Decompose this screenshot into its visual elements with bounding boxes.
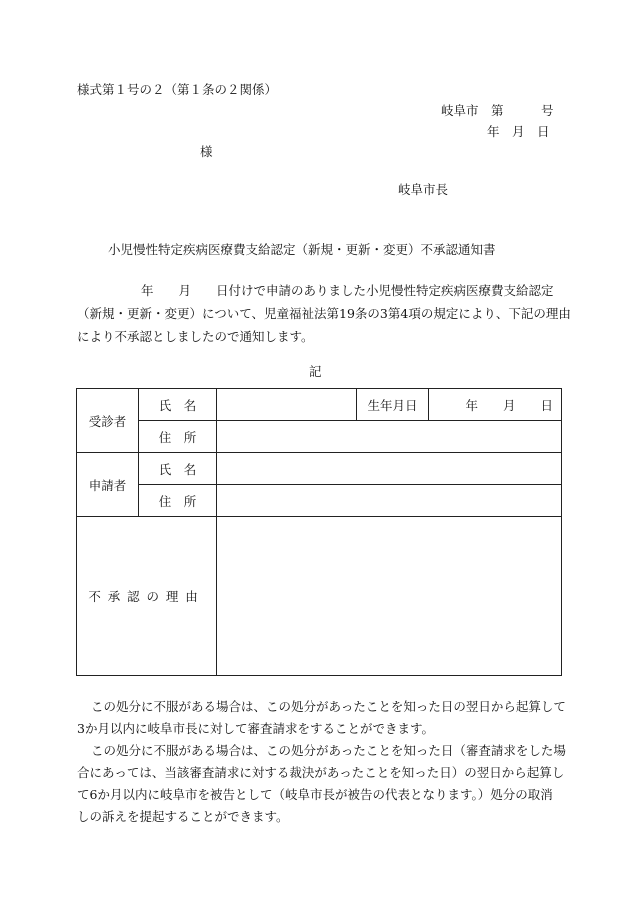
patient-address-field[interactable] <box>217 421 562 453</box>
note-2-line-3: て6か月以内に岐阜市を被告として（岐阜市長が被告の代表となります。）処分の取消 <box>77 787 553 802</box>
note-1-line-1: この処分に不服がある場合は、この処分があったことを知った日の翌日から起算して <box>91 699 566 714</box>
ki-heading: 記 <box>309 364 322 379</box>
sender-name: 岐阜市長 <box>398 182 449 197</box>
document-title: 小児慢性特定疾病医療費支給認定（新規・更新・変更）不承認通知書 <box>108 242 496 257</box>
birthdate-field[interactable]: 年 月 日 <box>429 389 562 421</box>
applicant-address-field[interactable] <box>217 485 562 517</box>
addressee-suffix: 様 <box>200 144 213 159</box>
applicant-name-label: 氏 名 <box>139 453 217 485</box>
application-table <box>76 388 562 676</box>
intro-line-2: （新規・更新・変更）について、児童福祉法第19条の3第4項の規定により、下記の理由 <box>77 306 571 321</box>
patient-address-label: 住 所 <box>139 421 217 453</box>
patient-name-field[interactable] <box>217 389 357 421</box>
note-2-line-4: しの訴えを提起することができます。 <box>77 809 289 824</box>
issue-date: 年 月 日 <box>487 124 550 139</box>
applicant-name-field[interactable] <box>217 453 562 485</box>
note-2-line-2: 合にあっては、当該審査請求に対する裁決があったことを知った日）の翌日から起算し <box>77 765 565 780</box>
note-1-line-2: 3か月以内に岐阜市長に対して審査請求をすることができます。 <box>77 721 434 736</box>
reason-label: 不承認の理由 <box>77 517 217 676</box>
applicant-address-label: 住 所 <box>139 485 217 517</box>
reason-field[interactable] <box>217 517 562 676</box>
note-2-line-1: この処分に不服がある場合は、この処分があったことを知った日（審査請求をした場 <box>91 743 566 758</box>
intro-line-1: 年 月 日付けで申請のありました小児慢性特定疾病医療費支給認定 <box>141 283 554 298</box>
intro-line-3: により不承認としましたので通知します。 <box>77 329 314 344</box>
issuer-number: 岐阜市 第 号 <box>441 103 554 118</box>
patient-name-label: 氏 名 <box>139 389 217 421</box>
form-number: 様式第１号の２（第１条の２関係） <box>77 82 278 97</box>
birthdate-label: 生年月日 <box>357 389 429 421</box>
patient-label: 受診者 <box>77 389 139 453</box>
applicant-label: 申請者 <box>77 453 139 517</box>
